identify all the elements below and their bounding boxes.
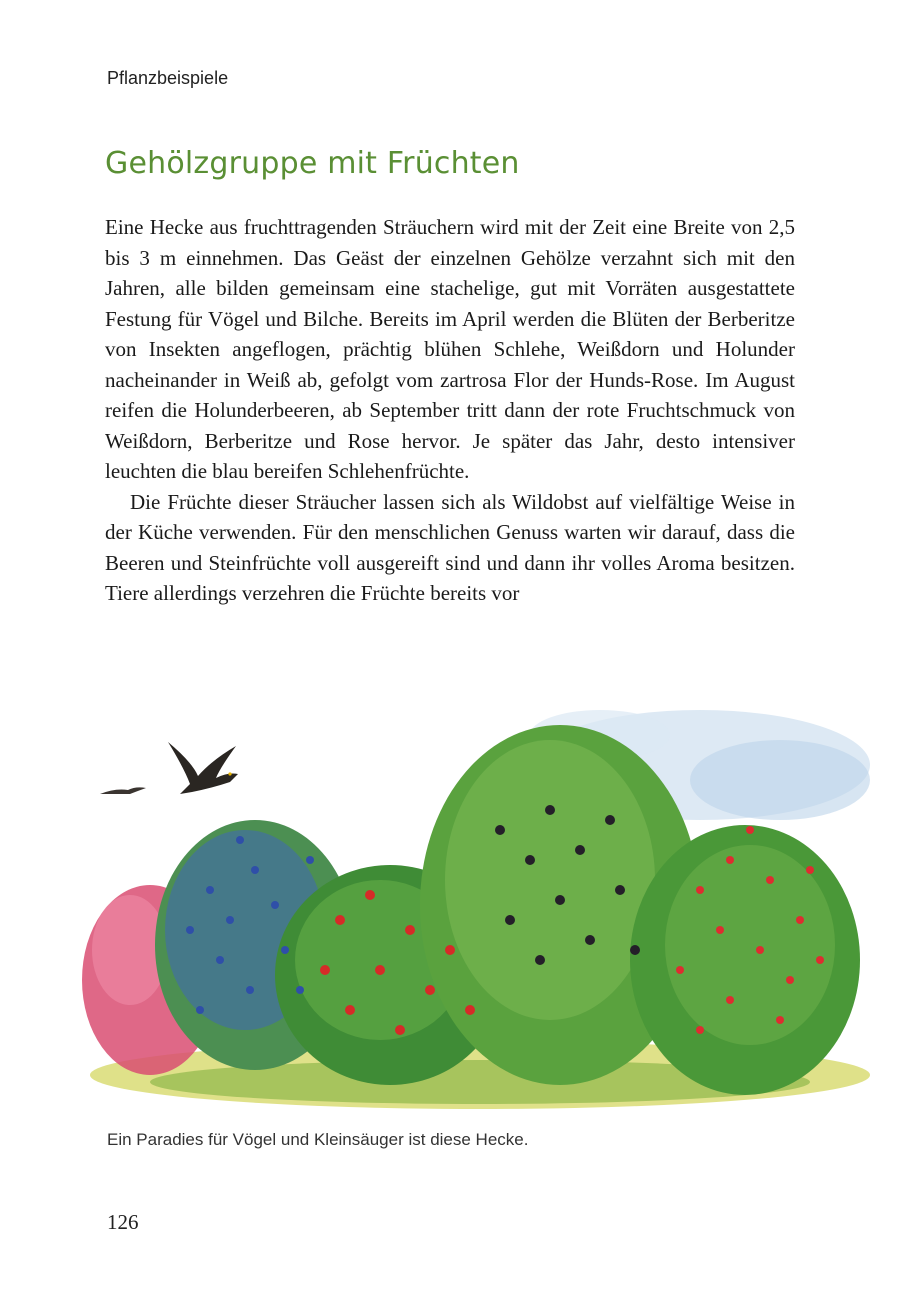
hedge-illustration (80, 690, 870, 1110)
barberry-shrub (630, 825, 860, 1095)
paragraph: Die Früchte dieser Sträucher lassen sich als Wildobst auf vielfältige Weise in der Küche verwenden. Für den menschlichen Genuss warten wir darauf, dass die Beeren und Steinfrüchte voll ausgereift sind und dann ihr volles Aroma besitzen. Tiere allerdings verzehren die Früchte bereits vor (105, 489, 795, 605)
body-text (105, 212, 795, 609)
blackbird-icon (168, 742, 238, 794)
paragraph: Eine Hecke aus fruchttragenden Sträuchern wird mit der Zeit eine Breite von 2,5 bis 3 m einnehmen. Das Geäst der einzelnen Gehölze verzahnt sich mit den Jahren, alle bilden gemeinsam eine stachelige, gut mit Vorräten ausgestattete Festung für Vögel und Bilche. Bereits im April werden die Blüten der Berberitze von Insekten angeflogen, prächtig blühen Schlehe, Weißdorn und Holunder nacheinander in Weiß ab, gefolgt vom zartrosa Flor der Hunds-Rose. Im August reifen die Holunderbeeren, ab September tritt dann der rote Fruchtschmuck von Weißdorn, Berberitze und Rose hervor. Je später das Jahr, desto intensiver leuchten die blau bereifen Schlehenfrüchte. (105, 215, 795, 483)
page-number: 126 (107, 1210, 139, 1234)
page-title: Gehölzgruppe mit Früchten (105, 146, 520, 181)
figure-caption: Ein Paradies für Vögel und Kleinsäuger ist diese Hecke. (107, 1130, 529, 1149)
distant-bird-icon (100, 787, 146, 794)
section-label: Pflanzbeispiele (107, 68, 229, 88)
